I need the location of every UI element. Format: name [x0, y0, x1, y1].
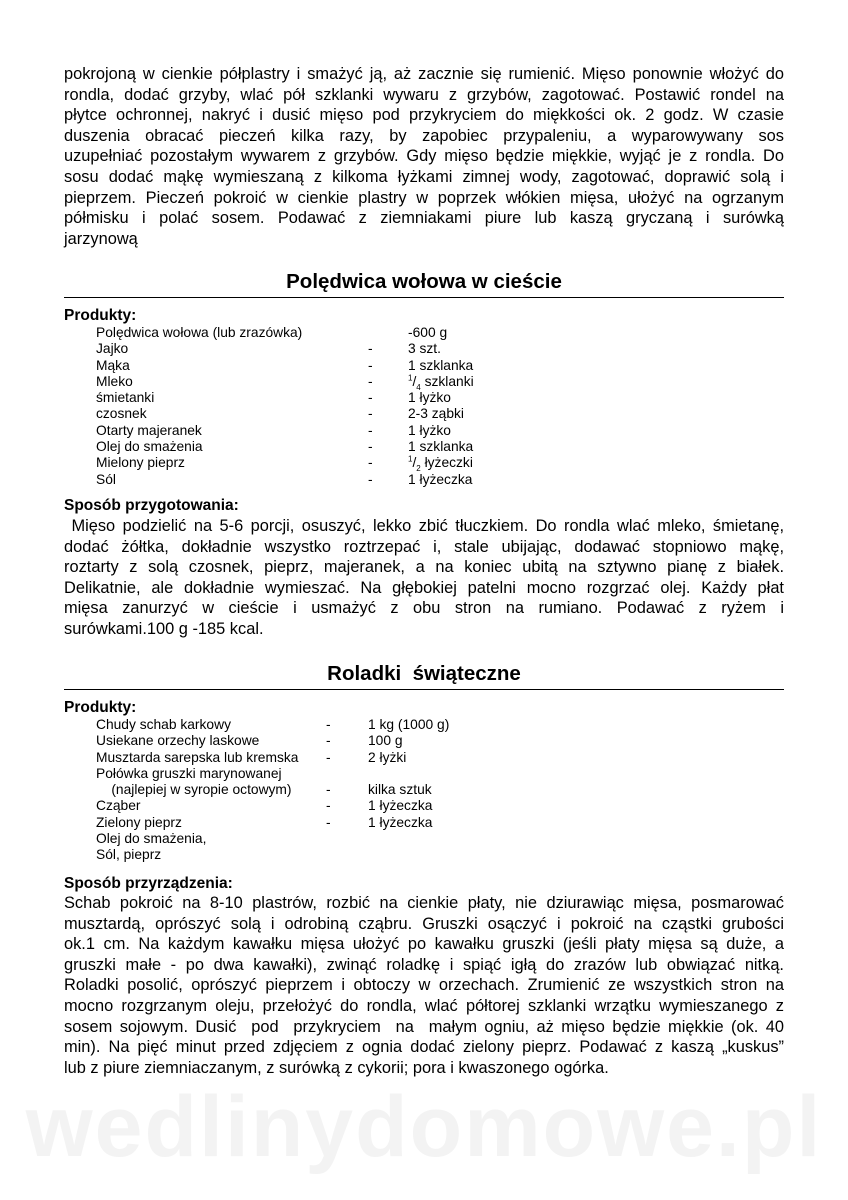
ingredient-qty: 2 łyżki	[368, 749, 407, 765]
intro-line: jarzynową	[64, 229, 138, 248]
recipe1-divider	[64, 297, 784, 298]
recipe1-method-label: Sposób przygotowania:	[64, 497, 239, 514]
method-line: mięsa zanurzyć w cieście i usmażyć z obu stron na rumiano. Podawać z ryżem i	[64, 599, 784, 618]
ingredient-dash: -	[368, 422, 373, 438]
ingredient-dash: -	[326, 749, 331, 765]
ingredient-name: Musztarda sarepska lub kremska	[96, 749, 299, 765]
fraction-denominator: 4	[416, 382, 421, 392]
recipe2-method	[64, 893, 784, 1078]
intro-line: uzupełniać pozostałym wywarem z grzybów. Gdy mięso będzie miękkie, wyjąć je z rondla. Do	[64, 147, 784, 166]
ingredient-name: Otarty majeranek	[96, 422, 202, 438]
method-line: Schab pokroić na 8-10 plastrów, rozbić na cienkie płaty, nie dziurawiąc mięsa, posmarować	[64, 894, 784, 912]
method-line: roztarty z solą czosnek, pieprz, majeranek, a na koniec ubitą na sztywno pianę z białek.	[64, 558, 784, 577]
ingredient-dash: -	[368, 390, 373, 406]
ingredient-name: czosnek	[96, 406, 147, 422]
method-line: dodać żółtka, dokładnie wszystko roztrzepać i, stale ubijając, dodawać stopniowo mąkę,	[64, 537, 784, 556]
ingredient-qty: 100 g	[368, 733, 403, 749]
method-line: Roladki posolić, oprószyć pieprzem i obtoczy w orzechach. Zrumienić ze wszystkich stron na	[64, 976, 784, 995]
ingredient-qty: 1 kg (1000 g)	[368, 717, 450, 732]
ingredient-dash: -	[368, 471, 373, 487]
ingredient-dash: -	[368, 341, 373, 357]
ingredient-name: Olej do smażenia,	[96, 831, 207, 847]
ingredient-name: śmietanki	[96, 390, 155, 406]
recipe2-method-label: Sposób przyrządzenia:	[64, 875, 233, 892]
ingredient-name: Polędwica wołowa (lub zrazówka)	[96, 325, 303, 340]
method-line: Mięso podzielić na 5-6 porcji, osuszyć, lekko zbić tłuczkiem. Do rondla wlać mleko, śmietanę,	[64, 517, 784, 535]
intro-line: pieprzem. Pieczeń pokroić w cienkie plastry w poprzek włókien mięsa, ułożyć na ogrzanym	[64, 188, 784, 207]
fraction-numerator: 1	[408, 373, 413, 383]
ingredient-name: Połówka gruszki marynowanej	[96, 765, 282, 781]
method-line: surówkami.100 g -185 kcal.	[64, 619, 264, 638]
intro-line: płytce ochronnej, nakryć i dusić mięso pod przykryciem do miękkości ok. 2 godz. W czasie	[64, 106, 784, 125]
qty-unit: łyżeczki	[420, 455, 473, 471]
recipe2-divider	[64, 689, 784, 690]
ingredient-qty: 3 szt.	[408, 341, 441, 357]
ingredient-qty: kilka sztuk	[368, 782, 432, 798]
ingredient-dash: -	[368, 455, 373, 471]
ingredient-qty: $^1/_4$ szklanki	[408, 373, 474, 392]
ingredient-name: Sól, pieprz	[96, 847, 162, 863]
method-line: musztardą, oprószyć solą i odrobiną cząbru. Gruszki osączyć i pokroić na cząstki grubości	[64, 914, 784, 933]
watermark: wedlinydomowe.pl	[25, 1079, 823, 1175]
recipe1-method	[64, 516, 784, 640]
method-line: ok.1 cm. Na każdym kawałku mięsa ułożyć po kawałku gruszki (jeśli płaty mięsa są duże, a	[64, 935, 784, 954]
intro-line: rondla, dodać grzyby, wlać pół szklanki wywaru z grzybów, zagotować. Postawić rondel na	[64, 85, 784, 104]
intro-line: pokrojoną w cienkie półplastry i smażyć ją, aż zacznie się rumienić. Mięso ponownie włożyć do	[64, 65, 784, 83]
ingredient-dash: -	[326, 814, 331, 830]
ingredient-qty: 2-3 ząbki	[408, 406, 464, 422]
ingredient-dash: -	[326, 782, 331, 798]
fraction-denominator: 2	[416, 464, 421, 474]
ingredient-dash: -	[368, 357, 373, 373]
ingredient-name: (najlepiej w syropie octowym)	[96, 782, 292, 798]
method-line: min). Na pięć minut przed zdjęciem z ognia dodać zielony pieprz. Podawać z kaszą „kuskus”	[64, 1038, 784, 1057]
recipe2-products-label: Produkty:	[64, 699, 137, 716]
ingredient-qty: 1 łyżeczka	[368, 798, 433, 814]
ingredient-qty: 1 łyżko	[408, 390, 451, 406]
ingredient-name: Olej do smażenia	[96, 439, 203, 455]
method-line: lub z piure ziemniaczanym, z surówką z cykorii; pora i kwaszonego ogórka.	[64, 1058, 609, 1077]
ingredient-name: Mielony pieprz	[96, 455, 185, 471]
ingredient-qty: 1 łyżeczka	[408, 471, 473, 487]
ingredient-name: Usiekane orzechy laskowe	[96, 733, 260, 749]
recipe1-title: Polędwica wołowa w cieście	[286, 270, 562, 293]
intro-paragraph	[64, 64, 784, 249]
ingredient-dash: -	[368, 406, 373, 422]
ingredient-qty: 1 łyżeczka	[368, 814, 433, 830]
ingredient-qty: $^1/_2$ łyżeczki	[408, 454, 473, 474]
method-line: Delikatnie, ale dokładnie wymieszać. Na głębokiej patelni mocno rozgrzać olej. Każdy płat	[64, 578, 784, 597]
intro-line: sosu dodać mąkę wymieszaną z kilkoma łyżkami zimnej wody, zagotować, doprawić solą i	[64, 167, 784, 186]
method-line: sosem sojowym. Dusić pod przykryciem na małym ogniu, aż mięso będzie miękkie (ok. 40	[64, 1017, 784, 1036]
ingredient-name: Zielony pieprz	[96, 814, 182, 830]
intro-line: półmisku i polać sosem. Podawać z ziemniakami piure lub kaszą gryczaną i surówką	[64, 209, 784, 228]
ingredient-dash: -	[326, 733, 331, 749]
recipe2-title: Roladki świąteczne	[327, 662, 521, 685]
ingredient-name: Chudy schab karkowy	[96, 717, 231, 732]
ingredient-dash: -	[368, 439, 373, 455]
ingredient-name: Sól	[96, 471, 116, 487]
method-line: mocno rozgrzanym oleju, przełożyć do rondla, wlać półtorej szklanki wrzątku wymieszanego z	[64, 996, 784, 1015]
intro-line: duszenia obracać pieczeń kilka razy, by zapobiec przypaleniu, a wyparowywany sos	[64, 126, 784, 145]
qty-unit: szklanki	[420, 373, 474, 389]
ingredient-name: Mleko	[96, 373, 133, 389]
ingredient-qty: 1 szklanka	[408, 357, 474, 373]
ingredient-name: Cząber	[96, 798, 141, 814]
ingredient-dash: -	[326, 717, 331, 732]
ingredient-dash: -	[368, 373, 373, 389]
ingredient-name: Jajko	[96, 341, 129, 357]
ingredient-qty: -600 g	[408, 325, 448, 340]
ingredient-dash: -	[326, 798, 331, 814]
ingredient-qty: 1 łyżko	[408, 422, 451, 438]
recipe1-products-label: Produkty:	[64, 307, 137, 324]
fraction-numerator: 1	[408, 454, 413, 464]
ingredient-name: Mąka	[96, 357, 130, 373]
ingredient-qty: 1 szklanka	[408, 439, 474, 455]
method-line: gruszki małe - po dwa kawałki), zwinąć roladkę i spiąć igłą do zrazów lub obwiązać nitką.	[64, 955, 784, 974]
